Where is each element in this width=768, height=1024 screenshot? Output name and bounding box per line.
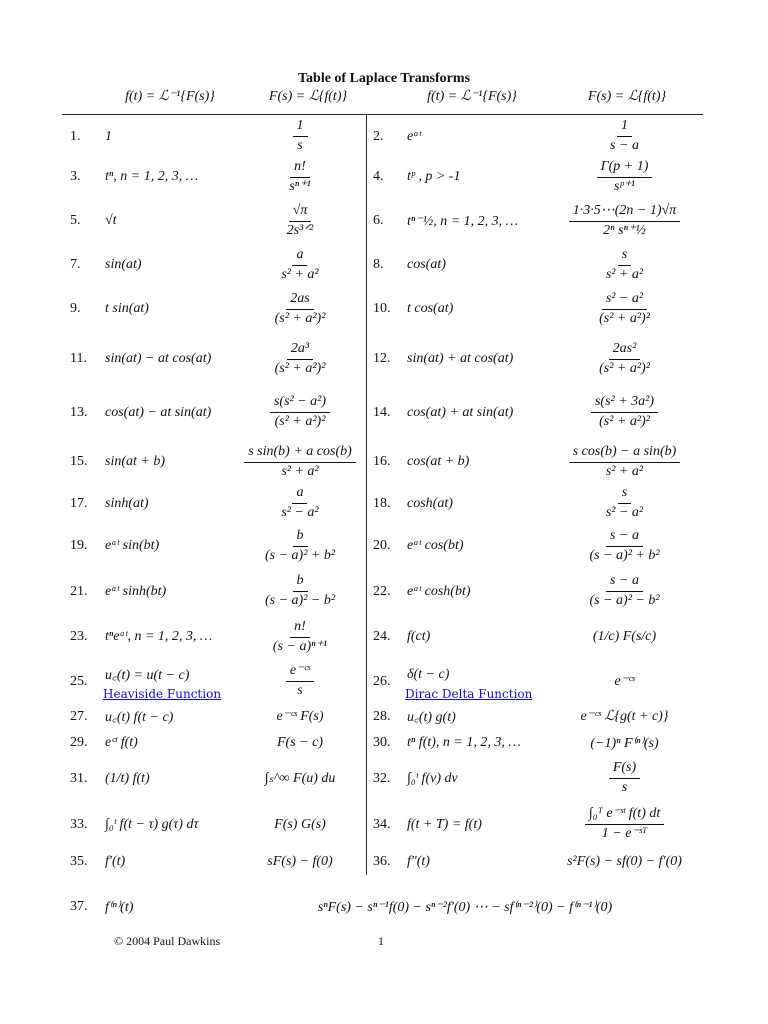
entry-function: u꜀(t) = u(t − c) bbox=[105, 668, 190, 683]
entry-number: 23. bbox=[70, 629, 88, 644]
fraction-numerator: e⁻ᶜˢ bbox=[286, 664, 314, 682]
entry-function: sin(at) bbox=[105, 257, 142, 272]
entry-transform bbox=[552, 756, 697, 801]
header-inverse-left: f(t) = ℒ⁻¹{F(s)} bbox=[125, 89, 215, 104]
entry-transform bbox=[552, 116, 697, 157]
entry-function: f(t + T) = f(t) bbox=[407, 816, 482, 832]
fraction-numerator: 1·3·5⋯(2n − 1)√π bbox=[569, 204, 680, 222]
table-row bbox=[0, 884, 768, 930]
entry-transform bbox=[240, 245, 360, 285]
entry-transform bbox=[552, 440, 697, 484]
entry-number: 19. bbox=[70, 538, 88, 553]
transform-fraction bbox=[283, 204, 318, 238]
transform-expression: (−1)ⁿ F⁽ⁿ⁾(s) bbox=[590, 735, 659, 751]
fraction-numerator: a bbox=[292, 486, 307, 504]
entry-function: tⁿ, n = 1, 2, 3, … bbox=[105, 169, 199, 184]
fraction-numerator: a bbox=[292, 248, 307, 266]
entry-number: 36. bbox=[373, 854, 391, 869]
entry-transform bbox=[552, 801, 697, 848]
fraction-numerator: F(s) bbox=[609, 761, 640, 779]
entry-function: tᵖ , p > -1 bbox=[407, 169, 461, 184]
table-row bbox=[0, 523, 768, 569]
page-number: 1 bbox=[378, 934, 384, 948]
entry-number: 24. bbox=[373, 629, 391, 644]
entry-function: eᶜᵗ f(t) bbox=[105, 735, 138, 750]
fraction-denominator: (s² + a²)² bbox=[599, 310, 650, 326]
entry-number: 29. bbox=[70, 735, 88, 750]
entry-transform bbox=[552, 848, 697, 876]
fraction-numerator: Γ(p + 1) bbox=[597, 160, 653, 178]
table-row bbox=[0, 116, 768, 157]
transform-fraction bbox=[261, 529, 339, 563]
entry-transform bbox=[240, 614, 360, 660]
entry-function: cos(at) − at sin(at) bbox=[105, 404, 212, 420]
entry-number: 5. bbox=[70, 213, 81, 228]
fraction-denominator: (s − a)² − b² bbox=[589, 593, 660, 608]
transform-fraction bbox=[277, 248, 322, 282]
transform-fraction bbox=[585, 529, 663, 563]
entry-transform bbox=[240, 523, 360, 569]
fraction-numerator: s bbox=[618, 248, 631, 266]
entry-number: 28. bbox=[373, 708, 391, 724]
transform-fraction bbox=[569, 204, 680, 238]
entry-transform bbox=[552, 523, 697, 569]
transform-fraction bbox=[261, 574, 339, 608]
entry-transform bbox=[552, 197, 697, 245]
header-transform-right: F(s) = ℒ{f(t)} bbox=[587, 89, 667, 104]
transform-fraction bbox=[271, 292, 330, 326]
transform-fraction bbox=[606, 119, 643, 153]
entry-transform bbox=[240, 197, 360, 245]
entry-number: 25. bbox=[70, 673, 88, 689]
transform-fraction bbox=[597, 160, 653, 194]
transform-expression: F(s) G(s) bbox=[274, 816, 326, 832]
heaviside-function-link[interactable]: Heaviside Function bbox=[103, 687, 222, 701]
fraction-denominator: sⁿ⁺¹ bbox=[289, 178, 311, 194]
entry-function: cos(at) bbox=[407, 257, 446, 272]
entry-function: eᵃᵗ cosh(bt) bbox=[407, 583, 471, 599]
entry-number: 3. bbox=[70, 169, 81, 184]
transform-fraction bbox=[271, 342, 330, 376]
copyright-notice: © 2004 Paul Dawkins bbox=[114, 934, 221, 948]
entry-transform bbox=[552, 484, 697, 523]
fraction-denominator: s − a bbox=[610, 138, 639, 153]
fraction-denominator: (s − a)² + b² bbox=[589, 547, 660, 563]
table-row bbox=[0, 756, 768, 801]
transform-expression: ∫ₛ^∞ F(u) du bbox=[264, 771, 336, 786]
fraction-denominator: s² + a² bbox=[281, 463, 319, 479]
entry-function: eᵃᵗ bbox=[407, 128, 422, 144]
entry-transform bbox=[552, 285, 697, 333]
fraction-denominator: (s − a)ⁿ⁺¹ bbox=[272, 638, 328, 654]
table-row bbox=[0, 385, 768, 440]
transform-fraction bbox=[293, 119, 308, 153]
entry-transform bbox=[552, 703, 697, 730]
entry-transform bbox=[240, 660, 360, 703]
entry-function: u꜀(t) g(t) bbox=[407, 710, 456, 725]
entry-number: 14. bbox=[373, 404, 391, 420]
fraction-denominator: s bbox=[297, 683, 303, 698]
entry-function: f⁽ⁿ⁾(t) bbox=[105, 899, 134, 915]
fraction-numerator: √π bbox=[289, 204, 312, 222]
transform-fraction bbox=[585, 574, 663, 608]
fraction-denominator: s² + a² bbox=[281, 266, 319, 282]
entry-number: 27. bbox=[70, 708, 88, 724]
table-row bbox=[0, 801, 768, 848]
entry-transform: sⁿF(s) − sⁿ⁻¹f(0) − sⁿ⁻²f′(0) ⋯ − sf⁽ⁿ⁻²⁾(0) − f⁽ⁿ⁻¹⁾(0) bbox=[317, 899, 613, 915]
entry-transform bbox=[552, 245, 697, 285]
header-inverse-right: f(t) = ℒ⁻¹{F(s)} bbox=[427, 89, 517, 104]
fraction-denominator: s² − a² bbox=[605, 505, 644, 520]
transform-fraction bbox=[595, 292, 654, 326]
entry-number: 9. bbox=[70, 301, 81, 316]
entry-function: δ(t − c) bbox=[407, 666, 450, 682]
fraction-numerator: s bbox=[618, 486, 631, 504]
fraction-numerator: 2as² bbox=[609, 342, 641, 360]
transform-fraction bbox=[602, 486, 647, 520]
transform-expression: sF(s) − f(0) bbox=[267, 854, 333, 869]
entry-transform bbox=[552, 614, 697, 660]
transform-fraction bbox=[244, 445, 356, 479]
entry-function: eᵃᵗ cos(bt) bbox=[407, 538, 464, 553]
entry-function: f(ct) bbox=[407, 629, 431, 644]
entry-transform bbox=[240, 703, 360, 730]
entry-transform bbox=[552, 660, 697, 703]
entry-function: sin(at + b) bbox=[105, 454, 165, 469]
entry-transform bbox=[240, 333, 360, 385]
fraction-numerator: b bbox=[293, 574, 308, 592]
entry-function: sin(at) − at cos(at) bbox=[105, 351, 212, 366]
table-row bbox=[0, 484, 768, 523]
table-row bbox=[0, 614, 768, 660]
entry-function: f′(t) bbox=[105, 854, 126, 869]
transform-fraction bbox=[595, 342, 654, 376]
fraction-numerator: s − a bbox=[606, 529, 643, 547]
entry-function: cos(at + b) bbox=[407, 454, 470, 469]
entry-function: eᵃᵗ sinh(bt) bbox=[105, 583, 167, 599]
entry-transform bbox=[240, 285, 360, 333]
fraction-numerator: n! bbox=[290, 160, 310, 178]
entry-number: 20. bbox=[373, 538, 391, 553]
entry-transform bbox=[552, 730, 697, 756]
table-row bbox=[0, 197, 768, 245]
entry-transform bbox=[240, 730, 360, 756]
entry-number: 11. bbox=[70, 351, 87, 366]
transform-expression: (1/c) F(s/c) bbox=[592, 629, 657, 644]
entry-transform bbox=[552, 157, 697, 197]
fraction-denominator: sᵖ⁺¹ bbox=[614, 178, 635, 194]
entry-number: 15. bbox=[70, 454, 88, 469]
entry-number: 32. bbox=[373, 770, 391, 786]
entry-function: ∫₀ᵗ f(v) dv bbox=[407, 770, 458, 786]
entry-transform bbox=[240, 848, 360, 876]
entry-function: t cos(at) bbox=[407, 301, 454, 316]
fraction-numerator: b bbox=[293, 529, 308, 547]
entry-number: 8. bbox=[373, 257, 384, 272]
transform-expression: F(s − c) bbox=[277, 735, 323, 750]
entry-transform bbox=[240, 569, 360, 614]
fraction-numerator: s sin(b) + a cos(b) bbox=[244, 445, 356, 463]
entry-number: 31. bbox=[70, 770, 88, 786]
table-row bbox=[0, 245, 768, 285]
entry-number: 33. bbox=[70, 816, 88, 832]
fraction-denominator: (s² + a²)² bbox=[274, 310, 326, 326]
entry-function: cos(at) + at sin(at) bbox=[407, 404, 514, 420]
header-transform-left: F(s) = ℒ{f(t)} bbox=[268, 89, 348, 104]
fraction-numerator: n! bbox=[290, 620, 310, 638]
table-row bbox=[0, 333, 768, 385]
entry-number: 16. bbox=[373, 454, 391, 469]
entry-function: ∫₀ᵗ f(t − τ) g(τ) dτ bbox=[105, 816, 199, 832]
fraction-numerator: s(s² − a²) bbox=[270, 395, 330, 413]
entry-number: 18. bbox=[373, 495, 391, 511]
fraction-denominator: s² − a² bbox=[281, 505, 319, 520]
entry-transform bbox=[552, 569, 697, 614]
transform-expression: e⁻ᶜˢ bbox=[614, 674, 635, 689]
table-row bbox=[0, 285, 768, 333]
entry-transform bbox=[240, 801, 360, 848]
entry-number: 22. bbox=[373, 583, 391, 599]
entry-number: 37. bbox=[70, 899, 88, 914]
table-row bbox=[0, 848, 768, 876]
entry-transform bbox=[240, 385, 360, 440]
entry-transform bbox=[552, 333, 697, 385]
entry-transform bbox=[552, 385, 697, 440]
transform-fraction bbox=[609, 761, 640, 795]
transform-fraction bbox=[602, 248, 647, 282]
entry-number: 6. bbox=[373, 213, 384, 228]
table-row bbox=[0, 440, 768, 484]
fraction-numerator: 1 bbox=[617, 119, 632, 137]
fraction-denominator: s bbox=[297, 138, 303, 153]
fraction-numerator: s² − a² bbox=[602, 292, 647, 310]
entry-function: 1 bbox=[105, 128, 112, 144]
entry-transform bbox=[240, 484, 360, 523]
transform-fraction bbox=[269, 620, 331, 654]
entry-number: 12. bbox=[373, 351, 391, 366]
table-row bbox=[0, 730, 768, 756]
transform-expression: e⁻ᶜˢ ℒ{g(t + c)} bbox=[580, 709, 669, 724]
entry-transform bbox=[240, 756, 360, 801]
entry-function: f″(t) bbox=[407, 854, 430, 869]
entry-function: (1/t) f(t) bbox=[105, 770, 150, 786]
transform-expression: e⁻ᶜˢ F(s) bbox=[276, 709, 324, 724]
transform-fraction bbox=[270, 395, 330, 429]
table-row bbox=[0, 660, 768, 703]
entry-function: √t bbox=[105, 213, 117, 228]
entry-function: u꜀(t) f(t − c) bbox=[105, 710, 174, 725]
fraction-numerator: 1 bbox=[293, 119, 308, 137]
header-rule bbox=[62, 114, 703, 115]
fraction-denominator: 2ⁿ sⁿ⁺½ bbox=[603, 222, 646, 238]
fraction-denominator: s² + a² bbox=[605, 463, 644, 479]
entry-transform bbox=[240, 440, 360, 484]
fraction-numerator: 2a³ bbox=[287, 342, 313, 360]
entry-number: 35. bbox=[70, 854, 88, 869]
fraction-denominator: 2s³ᐟ² bbox=[286, 222, 314, 238]
transform-fraction bbox=[569, 445, 681, 479]
fraction-denominator: s bbox=[621, 780, 628, 795]
entry-function: tⁿ f(t), n = 1, 2, 3, … bbox=[407, 735, 521, 750]
entry-number: 7. bbox=[70, 257, 81, 272]
table-row bbox=[0, 569, 768, 614]
fraction-denominator: (s² + a²)² bbox=[599, 414, 650, 429]
entry-function: t sin(at) bbox=[105, 301, 149, 316]
entry-function: eᵃᵗ sin(bt) bbox=[105, 538, 160, 553]
dirac-delta-function-link[interactable]: Dirac Delta Function bbox=[405, 687, 533, 701]
fraction-numerator: s − a bbox=[606, 574, 643, 592]
transform-fraction bbox=[285, 160, 314, 194]
entry-number: 17. bbox=[70, 495, 88, 511]
transform-fraction bbox=[277, 486, 322, 520]
transform-fraction bbox=[286, 664, 314, 698]
fraction-numerator: s(s² + 3a²) bbox=[591, 395, 658, 413]
entry-function: sin(at) + at cos(at) bbox=[407, 351, 514, 366]
entry-number: 10. bbox=[373, 301, 391, 316]
entry-function: cosh(at) bbox=[407, 495, 453, 511]
fraction-denominator: (s² + a²)² bbox=[599, 360, 650, 376]
entry-function: tⁿ⁻½, n = 1, 2, 3, … bbox=[407, 213, 519, 229]
entry-number: 13. bbox=[70, 404, 88, 420]
entry-number: 34. bbox=[373, 816, 391, 832]
fraction-denominator: (s² + a²)² bbox=[274, 414, 326, 429]
table-row bbox=[0, 157, 768, 197]
fraction-numerator: ∫₀ᵀ e⁻ˢᵗ f(t) dt bbox=[585, 807, 665, 825]
table-row bbox=[0, 703, 768, 730]
transform-fraction bbox=[585, 807, 665, 841]
entry-transform bbox=[240, 157, 360, 197]
fraction-denominator: s² + a² bbox=[605, 266, 644, 282]
entry-number: 4. bbox=[373, 169, 384, 184]
entry-number: 30. bbox=[373, 735, 391, 750]
entry-function: sinh(at) bbox=[105, 495, 149, 511]
transform-fraction bbox=[591, 395, 658, 429]
entry-number: 2. bbox=[373, 128, 384, 144]
fraction-denominator: 1 − e⁻ˢᵀ bbox=[601, 826, 648, 841]
entry-number: 21. bbox=[70, 583, 88, 599]
fraction-numerator: s cos(b) − a sin(b) bbox=[569, 445, 681, 463]
transform-expression: s²F(s) − sf(0) − f′(0) bbox=[567, 854, 682, 869]
entry-number: 1. bbox=[70, 128, 81, 144]
fraction-denominator: (s − a)² + b² bbox=[264, 547, 336, 563]
entry-transform bbox=[240, 116, 360, 157]
fraction-denominator: (s − a)² − b² bbox=[264, 593, 336, 608]
entry-number: 26. bbox=[373, 673, 391, 689]
entry-function: tⁿeᵃᵗ, n = 1, 2, 3, … bbox=[105, 629, 213, 644]
fraction-numerator: 2as bbox=[286, 292, 313, 310]
page-title: Table of Laplace Transforms bbox=[297, 71, 471, 86]
fraction-denominator: (s² + a²)² bbox=[274, 360, 326, 376]
